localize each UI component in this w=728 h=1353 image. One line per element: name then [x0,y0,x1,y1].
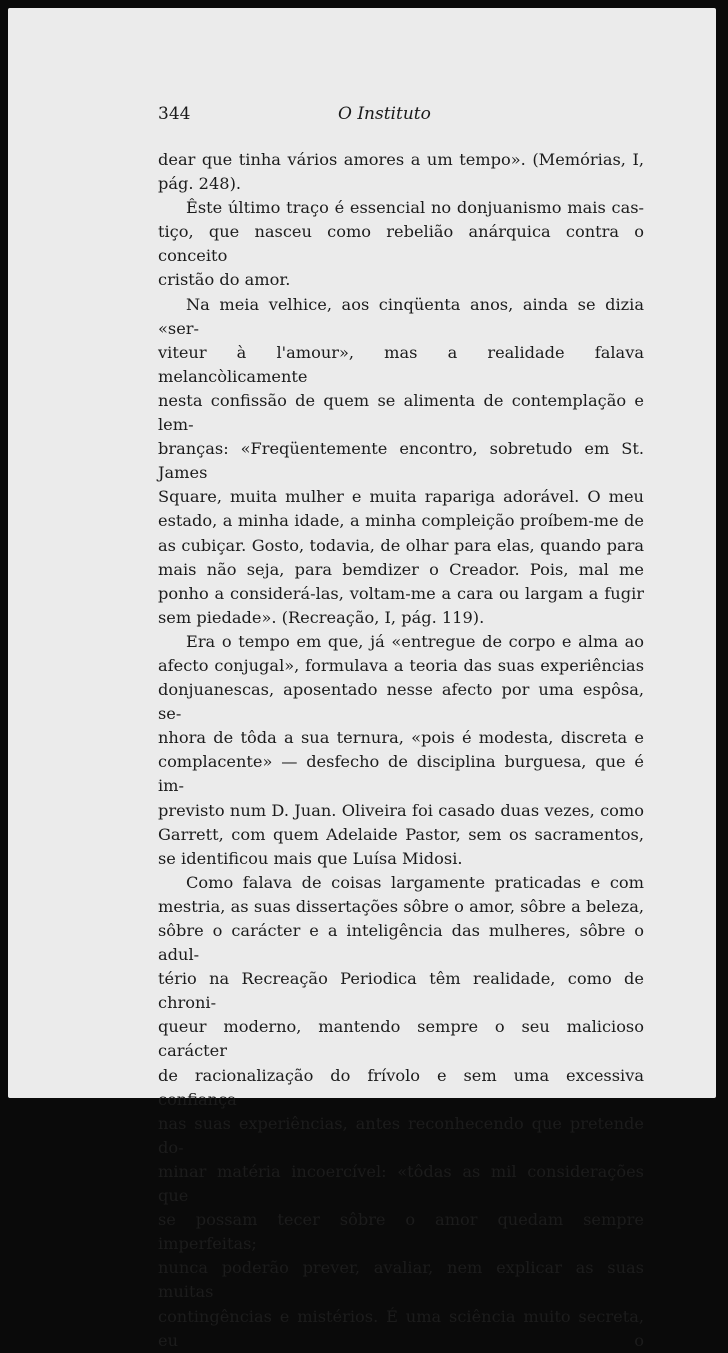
text-line: sôbre o carácter e a inteligência das mulheres, sôbre o adul- [158,921,644,965]
text-line: Na meia velhice, aos cinqüenta anos, ainda se dizia «ser- [158,294,644,338]
text-line: viteur à l'amour», mas a realidade falava melancòlicamente [158,342,644,386]
text-line: ponho a considerá-las, voltam-me a cara ou largam a fugir [158,583,644,603]
text-line: estado, a minha idade, a minha compleição proíbem-me de [158,511,644,531]
text-line: Êste último traço é essencial no donjuanismo mais cas- [186,198,644,218]
text-line: contingências e mistérios. É uma sciência muito secreta, eu o [158,1306,644,1350]
text-line: nhora de tôda a sua ternura, «pois é modesta, discreta e [158,728,644,748]
text-line: nas suas experiências, antes reconhecendo que pretende do- [158,1113,644,1157]
text-line: afecto conjugal», formulava a teoria das suas experiências [158,655,644,675]
running-title: O Instituto [338,104,431,124]
book-page [8,8,716,1350]
text-line: tério na Recreação Periodica têm realidade, como de chroni- [158,969,644,1013]
text-line: tiço, que nasceu como rebelião anárquica contra o conceito [158,222,644,266]
text-line: Garrett, com quem Adelaide Pastor, sem os sacramentos, [158,824,644,844]
text-line: branças: «Freqüentemente encontro, sobretudo em St. James [158,439,644,483]
text-line: Como falava de coisas largamente praticadas e com [186,872,644,892]
text-line: as cubiçar. Gosto, todavia, de olhar para elas, quando para [158,535,644,555]
text-line: previsto num D. Juan. Oliveira foi casado duas vezes, como [158,800,644,820]
text-line: pág. 248). [158,174,242,194]
text-line: complacente» — desfecho de disciplina burguesa, que é im- [158,752,644,796]
page-number: 344 [158,104,191,124]
running-head [158,104,648,130]
text-line: queur moderno, mantendo sempre o seu malicioso carácter [158,1017,644,1061]
text-line: Square, muita mulher e muita rapariga adorável. O meu [158,487,644,507]
text-line: de racionalização do frívolo e sem uma excessiva confiança [158,1065,644,1109]
text-line: sem piedade». (Recreação, I, pág. 119). [158,607,485,627]
text-line: cristão do amor. [158,270,291,290]
text-line: se possam tecer sôbre o amor quedam sempre imperfeitas; [158,1210,644,1254]
text-line: nesta confissão de quem se alimenta de contemplação e lem- [158,390,644,435]
text-line: donjuanescas, aposentado nesse afecto por uma espôsa, se- [158,680,644,724]
text-line: Era o tempo em que, já «entregue de corpo e alma ao [186,631,644,651]
text-line: nunca poderão prever, avaliar, nem explicar as suas muitas [158,1258,644,1302]
text-line: mais não seja, para bemdizer o Creador. Pois, mal me [158,559,644,579]
text-line: se identificou mais que Luísa Midosi. [158,848,463,868]
text-line: mestria, as suas dissertações sôbre o amor, sôbre a beleza, [158,896,644,916]
text-line: dear que tinha vários amores a um tempo». (Memórias, I, [158,150,644,169]
body-text [158,148,644,1353]
text-line: minar matéria incoercível: «tôdas as mil considerações que [158,1161,644,1206]
